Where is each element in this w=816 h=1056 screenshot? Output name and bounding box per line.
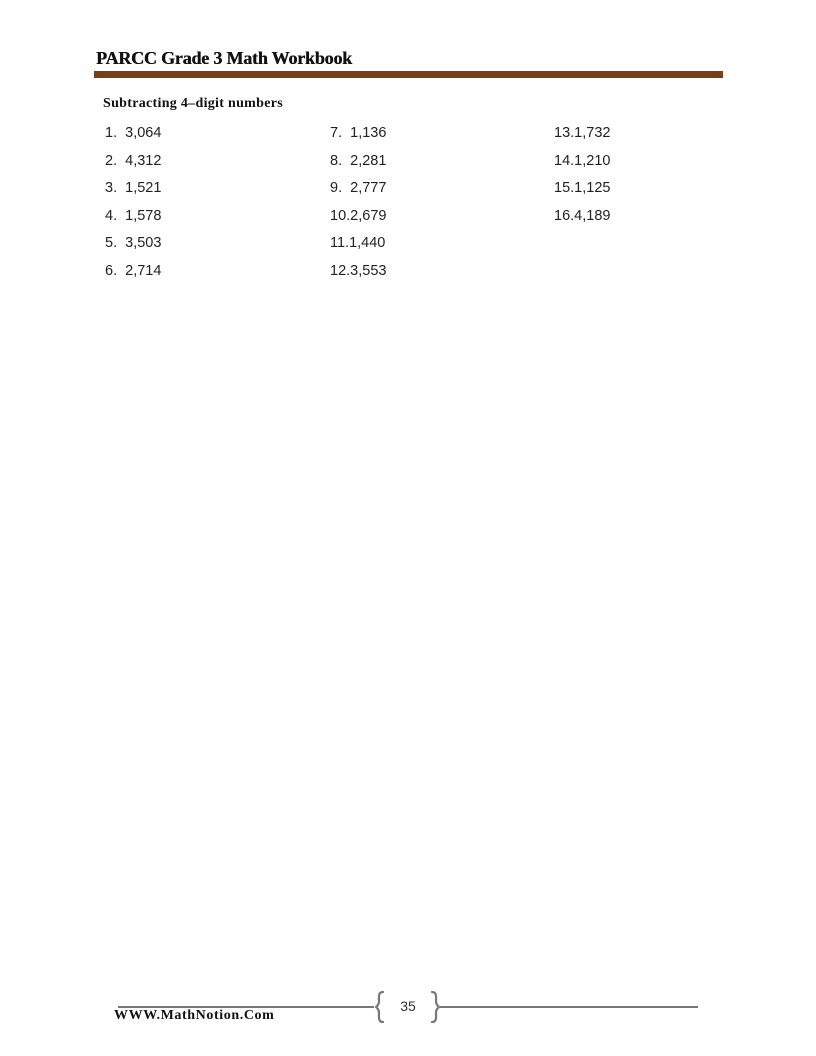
answer-item: 15.1,125 <box>554 180 611 197</box>
answer-item: 8. 2,281 <box>330 152 387 169</box>
answer-item: 13.1,732 <box>554 125 611 141</box>
footer-rule-right <box>440 1006 698 1008</box>
answer-column-3 <box>554 123 610 233</box>
right-bracket-icon <box>430 991 440 1023</box>
footer-website: WWW.MathNotion.Com <box>114 1008 275 1023</box>
page-number: 35 <box>400 998 416 1014</box>
answer-item: 3. 1,521 <box>105 180 162 197</box>
answer-item: 14.1,210 <box>554 152 611 169</box>
header-rule <box>94 71 723 78</box>
answer-item: 11.1,440 <box>330 235 386 252</box>
answer-item: 16.4,189 <box>554 207 611 224</box>
answer-column-2 <box>330 123 386 289</box>
answer-item: 2. 4,312 <box>105 152 162 169</box>
answer-item: 6. 2,714 <box>105 262 162 279</box>
answer-item: 4. 1,578 <box>105 207 162 224</box>
answer-key <box>105 123 705 303</box>
section-title: Subtracting 4–digit numbers <box>103 96 284 111</box>
answer-item: 1. 3,064 <box>105 125 162 141</box>
left-bracket-icon <box>375 991 385 1023</box>
answer-item: 9. 2,777 <box>330 180 387 197</box>
answer-item: 10.2,679 <box>330 207 387 224</box>
answer-item: 7. 1,136 <box>330 125 387 141</box>
page-header-title: PARCC Grade 3 Math Workbook <box>96 48 352 68</box>
answer-item: 12.3,553 <box>330 262 387 279</box>
answer-item: 5. 3,503 <box>105 235 162 252</box>
answer-column-1 <box>105 123 161 289</box>
